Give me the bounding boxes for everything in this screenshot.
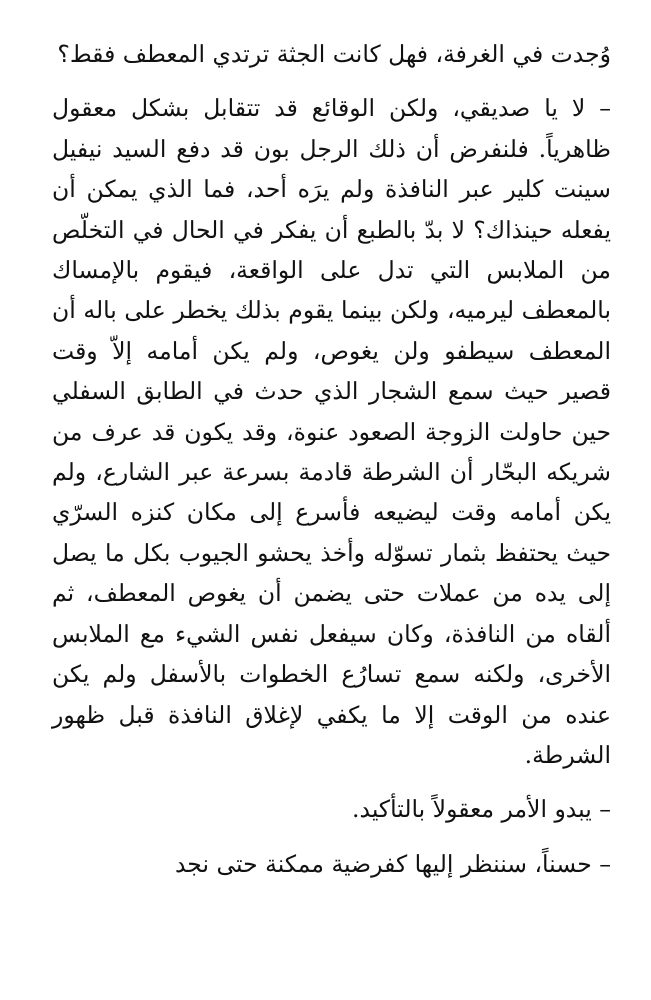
page-text [52,34,611,884]
paragraph-dialogue-explanation: – لا يا صديقي، ولكن الوقائع قد تتقابل بشكل معقول ظاهرياً. فلنفرض أن ذلك الرجل بون قد دفع السيد نيفيل سينت كلير عبر النافذة ولم يرَه أحد، فما الذي يمكن أن يفعله حينذاك؟ لا بدّ بالطبع أن يفكر في الحال في التخلّص من الملابس التي تدل على الواقعة، فيقوم بالإمساك بالمعطف ليرميه، ولكن بينما يقوم بذلك يخطر على باله أن المعطف سيطفو ولن يغوص، ولم يكن أمامه إلاّ وقت قصير حيث سمع الشجار الذي حدث في الطابق السفلي حين حاولت الزوجة الصعود عنوة، وقد يكون قد عرف من شريكه البحّار أن الشرطة قادمة بسرعة عبر الشارع، ولم يكن أمامه وقت ليضيعه فأسرع إلى مكان كنزه السرّي حيث يحتفظ بثمار تسوّله وأخذ يحشو الجيوب بكل ما يصل إلى يده من عملات حتى يضمن أن يغوص المعطف، ثم ألقاه من النافذة، وكان سيفعل نفس الشيء مع الملابس الأخرى، ولكنه سمع تسارُع الخطوات بالأسفل ولم يكن عنده من الوقت إلا ما يكفي لإغلاق النافذة قبل ظهور الشرطة. [52,94,611,769]
paragraph-dialogue-reply: – يبدو الأمر معقولاً بالتأكيد. [352,795,611,824]
paragraph-dialogue-final: – حسناً، سننظر إليها كفرضية ممكنة حتى نجد [174,849,611,878]
paragraph-continuation: وُجدت في الغرفة، فهل كانت الجثة ترتدي المعطف فقط؟ [57,40,611,68]
